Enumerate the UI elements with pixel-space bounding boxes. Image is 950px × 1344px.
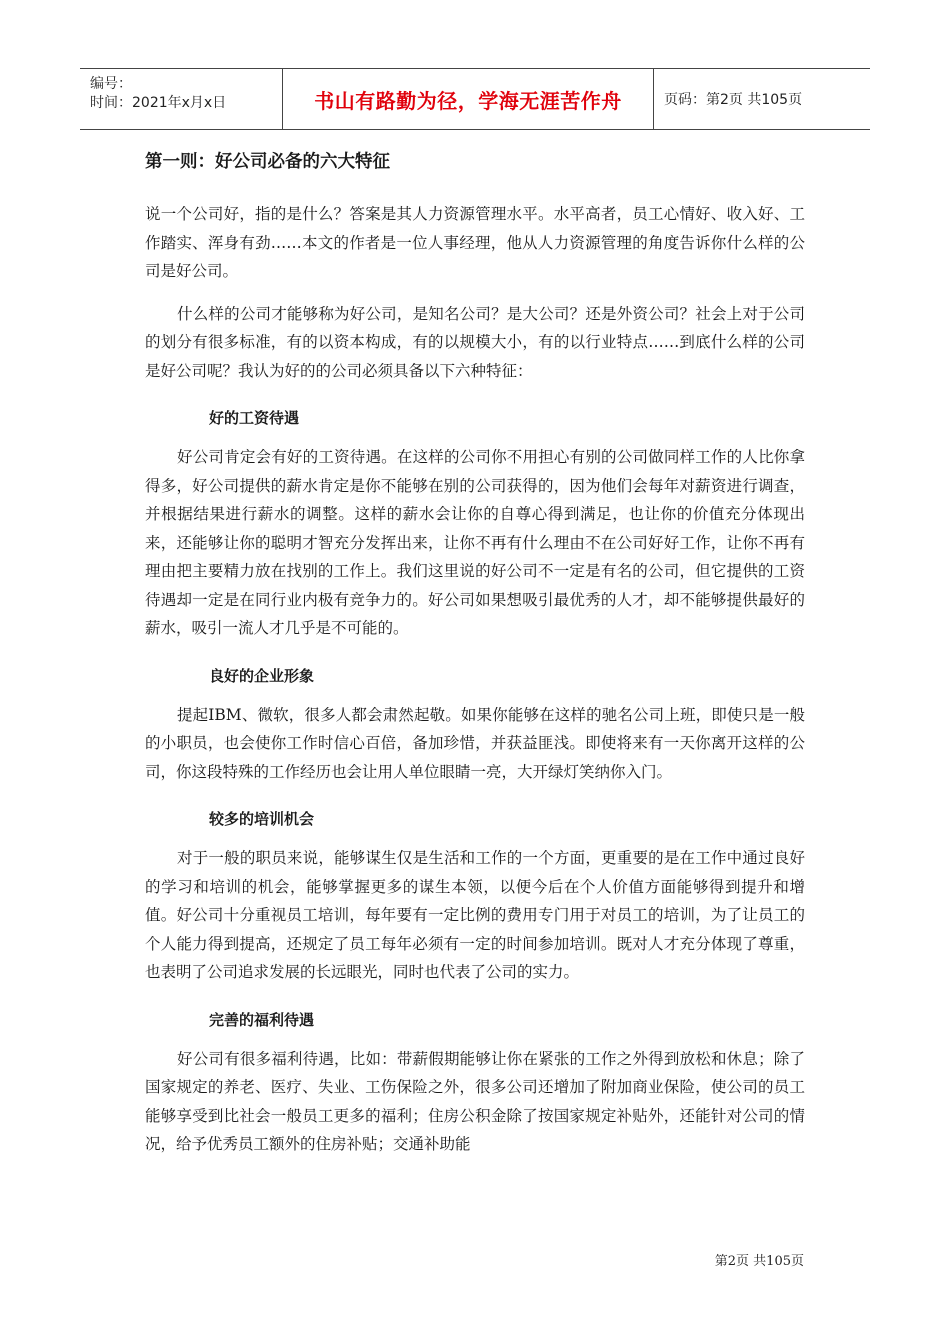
section-heading-training: 较多的培训机会: [209, 810, 315, 828]
document-title: 第一则：好公司必备的六大特征: [145, 152, 390, 172]
section-paragraph-salary: 好公司肯定会有好的工资待遇。在这样的公司你不用担心有别的公司做同样工作的人比你拿得多，好公司提供的薪水肯定是你不能够在别的公司获得的，因为他们会每年对薪资进行调查，并根据结果进行薪水的调整。这样的薪水会让你的自尊心得到满足，也让你的价值充分体现出来，还能够让你的聪明才智充分发挥出来，让你不再有什么理由不在公司好好工作，让你不再有理由把主要精力放在找别的工作上。我们这里说的好公司不一定是有名的公司，但它提供的工资待遇却一定是在同行业内极有竞争力的。好公司如果想吸引最优秀的人才，却不能够提供最好的薪水，吸引一流人才几乎是不可能的。: [145, 448, 805, 637]
page-footer: 第2页 共105页: [714, 1254, 804, 1269]
header-page-number: 页码：第2页 共105页: [664, 92, 803, 108]
page-header: [80, 68, 870, 130]
section-heading-image: 良好的企业形象: [209, 666, 315, 685]
section-paragraph-benefits: 好公司有很多福利待遇，比如：带薪假期能够让你在紧张的工作之外得到放松和休息；除了国家规定的养老、医疗、失业、工伤保险之外，很多公司还增加了附加商业保险，使公司的员工能够享受到比社会一般员工更多的福利；住房公积金除了按国家规定补贴外，还能针对公司的情况，给予优秀员工额外的住房补贴；交通补助能: [145, 1049, 805, 1153]
section-paragraph-image: 提起IBM、微软，很多人都会肃然起敬。如果你能够在这样的驰名公司上班，即使只是一般的小职员，也会使你工作时信心百倍，备加珍惜，并获益匪浅。即使将来有一天你离开这样的公司，你这段特殊的工作经历也会让用人单位眼睛一亮，大开绿灯笑纳你入门。: [145, 705, 805, 781]
document-date-label: 时间：2021年x月x日: [90, 95, 227, 111]
body-paragraph: 什么样的公司才能够称为好公司，是知名公司？是大公司？还是外资公司？社会上对于公司的划分有很多标准，有的以资本构成，有的以规模大小，有的以行业特点……到底什么样的公司是好公司呢？我认为好的的公司必须具备以下六种特征：: [145, 304, 805, 380]
header-motto: 书山有路勤为径，学海无涯苦作舟: [282, 69, 654, 129]
section-paragraph-training: 对于一般的职员来说，能够谋生仅是生活和工作的一个方面，更重要的是在工作中通过良好的学习和培训的机会，能够掌握更多的谋生本领，以便今后在个人价值方面能够得到提升和增值。好公司十分重视员工培训，每年要有一定比例的费用专门用于对员工的培训，为了让员工的个人能力得到提高，还规定了员工每年必须有一定的时间参加培训。既对人才充分体现了尊重，也表明了公司追求发展的长远眼光，同时也代表了公司的实力。: [145, 849, 805, 981]
intro-paragraph: 说一个公司好，指的是什么？答案是其人力资源管理水平。水平高者，员工心情好、收入好、工作踏实、浑身有劲……本文的作者是一位人事经理，他从人力资源管理的角度告诉你什么样的公司是好公司。: [145, 205, 805, 280]
document-body: [145, 150, 805, 1159]
document-number-label: 编号：: [90, 76, 132, 92]
header-meta: [80, 69, 282, 129]
section-heading-benefits: 完善的福利待遇: [209, 1010, 315, 1029]
section-heading-salary: 好的工资待遇: [209, 409, 300, 427]
